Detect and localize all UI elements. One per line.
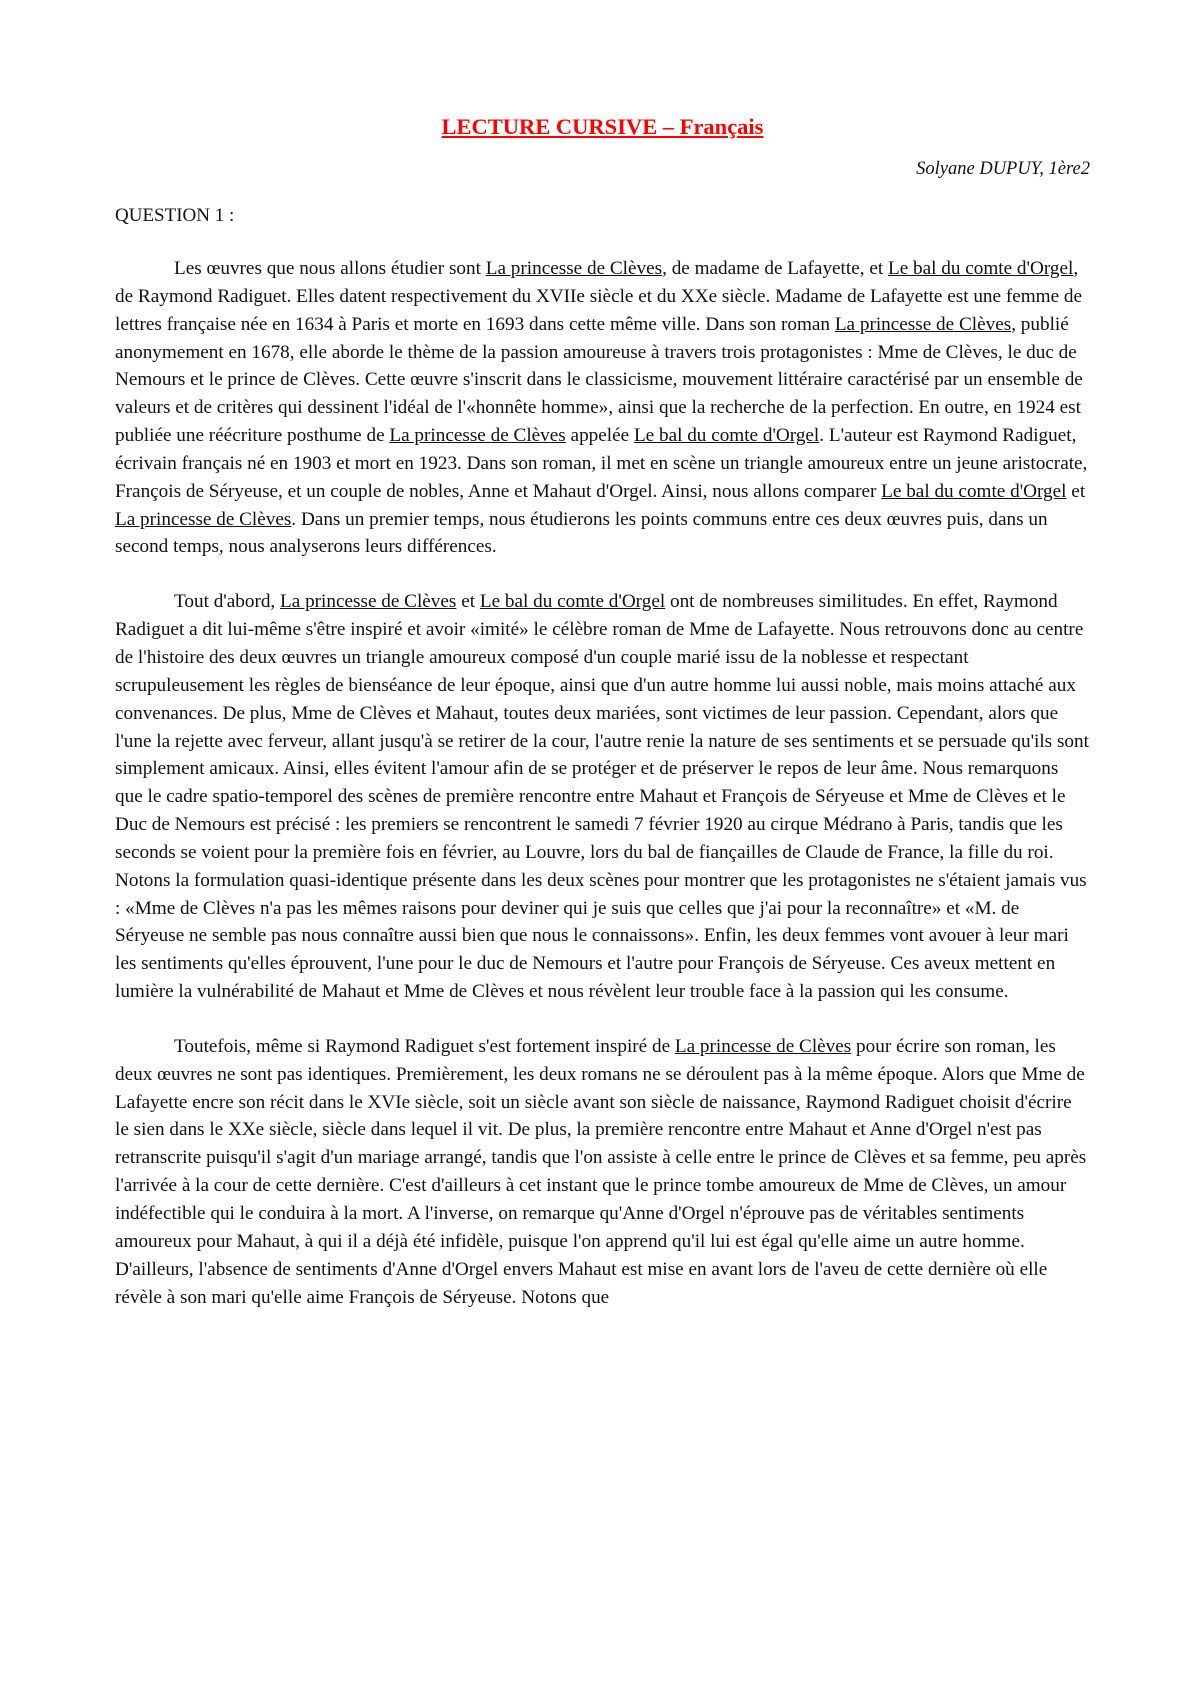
document-title: LECTURE CURSIVE – Français bbox=[441, 114, 764, 139]
paragraph-text: Tout d'abord, bbox=[174, 591, 281, 613]
book-title-reference: Le bal du comte d'Orgel bbox=[887, 258, 1074, 279]
paragraph-text: Les œuvres que nous allons étudier sont bbox=[174, 258, 486, 279]
book-title-reference: Le bal du comte d'Orgel bbox=[881, 480, 1067, 502]
paragraph-text: pour écrire son roman, les deux œuvres ne sont pas identiques. Premièrement, les deux romans ne se déroulent pas à la même époque. Alors que Mme de Lafayette encre son récit dans le XVIe siècle, soit un siècle avant son siècle de naissance, Raymond Radiguet choisit d'écrire le sien dans le XXe siècle, siècle dans lequel il vit. De plus, la première rencontre entre Mahaut et Anne d'Orgel n'est pas retranscrite puisqu'il s'agit d'un mariage arrangé, tandis que l'on assiste à celle entre le prince de Clèves et sa femme, peu après l'arrivée à la cour de cette dernière. C'est d'ailleurs à cet instant que le prince tombe amoureux de Mme de Clèves, un amour indéfectible qui le conduira à la mort. A l'inverse, on remarque qu'Anne d'Orgel n'éprouve pas de véritables sentiments amoureux pour Mahaut, à qui il a déjà été infidèle, puisque l'on apprend qu'il lui est égal qu'elle aime un autre homme. D'ailleurs, l'absence de sentiments d'Anne d'Orgel envers Mahaut est mise en avant lors de l'aveu de cette dernière où elle révèle à son mari qu'elle aime François de Séryeuse. Notons que bbox=[115, 1035, 1087, 1308]
paragraph-text: et bbox=[456, 591, 480, 613]
paragraph-intro bbox=[115, 255, 1090, 561]
author-line: Solyane DUPUY, 1ère2 bbox=[916, 159, 1090, 179]
paragraph-text: Toutefois, même si Raymond Radiguet s'est fortement inspiré de bbox=[174, 1035, 675, 1057]
document-page bbox=[115, 112, 1090, 1311]
book-title-reference: La princesse de Clèves bbox=[674, 1035, 852, 1057]
paragraph-differences bbox=[115, 1033, 1090, 1311]
book-title-reference: La princesse de Clèves bbox=[115, 508, 292, 530]
paragraph-similarities bbox=[115, 588, 1090, 1006]
paragraph-text: appelée bbox=[565, 425, 634, 447]
paragraph-text: , de Raymond Radiguet. Elles datent respectivement du XVIIe siècle et du XXe siècle. Madame de Lafayette est une femme de lettres française née en 1634 à Paris et morte en 1693 dans cette même ville. Dans son roman bbox=[115, 258, 1083, 335]
book-title-reference: La princesse de Clèves bbox=[485, 258, 663, 279]
book-title-reference: Le bal du comte d'Orgel bbox=[633, 425, 820, 447]
book-title-reference: La princesse de Clèves bbox=[834, 313, 1012, 335]
paragraph-text: , publié anonymement en 1678, elle aborde le thème de la passion amoureuse à travers trois protagonistes : Mme de Clèves, le duc de Nemours et le prince de Clèves. Cette œuvre s'inscrit dans le classicisme, mouvement littéraire caractérisé par un ensemble de valeurs et de critères qui dessinent l'idéal de l'«honnête homme», ainsi que la recherche de la perfection. En outre, en 1924 est publiée une réécriture posthume de bbox=[115, 313, 1083, 447]
book-title-reference: Le bal du comte d'Orgel bbox=[479, 591, 666, 613]
book-title-reference: La princesse de Clèves bbox=[389, 425, 566, 447]
paragraph-text: . L'auteur est Raymond Radiguet, écrivain français né en 1903 et mort en 1923. Dans son roman, il met en scène un triangle amoureux entre un jeune aristocrate, François de Séryeuse, et un couple de nobles, Anne et Mahaut d'Orgel. Ainsi, nous allons comparer bbox=[115, 425, 1088, 502]
book-title-reference: La princesse de Clèves bbox=[280, 591, 457, 613]
paragraph-text: ont de nombreuses similitudes. En effet, Raymond Radiguet a dit lui-même s'être inspiré et avoir «imité» le célèbre roman de Mme de Lafayette. Nous retrouvons donc au centre de l'histoire des deux œuvres un triangle amoureux composé d'un couple marié issu de la noblesse et respectant scrupuleusement les règles de bienséance de leur époque, ainsi que d'un autre homme lui aussi noble, mais moins attaché aux convenances. De plus, Mme de Clèves et Mahaut, toutes deux mariées, sont victimes de leur passion. Cependant, alors que l'une la rejette avec ferveur, allant jusqu'à se retirer de la cour, l'autre renie la nature de ses sentiments et se persuade qu'ils sont simplement amicaux. Ainsi, elles évitent l'amour afin de se protéger et de préserver le repos de leur âme. Nous remarquons que le cadre spatio-temporel des scènes de première rencontre entre Mahaut et François de Séryeuse et Mme de Clèves et le Duc de Nemours est précisé : les premiers se rencontrent le samedi 7 février 1920 au cirque Médrano à Paris, tandis que les seconds se voient pour la première fois en février, au Louvre, lors du bal de fiançailles de Claude de France, la fille du roi. Notons la formulation quasi-identique présente dans les deux scènes pour montrer que les protagonistes ne s'étaient jamais vus : «Mme de Clèves n'a pas les mêmes raisons pour deviner qui je suis que celles que j'ai pour la reconnaître» et «M. de Séryeuse ne semble pas nous connaître aussi bien que nous le connaissons». Enfin, les deux femmes vont avouer à leur mari les sentiments qu'elles éprouvent, l'une pour le duc de Nemours et l'autre pour François de Séryeuse. Ces aveux mettent en lumière la vulnérabilité de Mahaut et Mme de Clèves et nous révèlent leur trouble face à la passion qui les consume. bbox=[115, 591, 1089, 1003]
paragraph-text: et bbox=[1066, 480, 1086, 502]
paragraph-text: . Dans un premier temps, nous étudierons les points communs entre ces deux œuvres puis, dans un second temps, nous analyserons leurs différences. bbox=[115, 508, 1048, 558]
question-heading: QUESTION 1 : bbox=[115, 205, 235, 226]
paragraph-text: , de madame de Lafayette, et bbox=[662, 258, 888, 279]
